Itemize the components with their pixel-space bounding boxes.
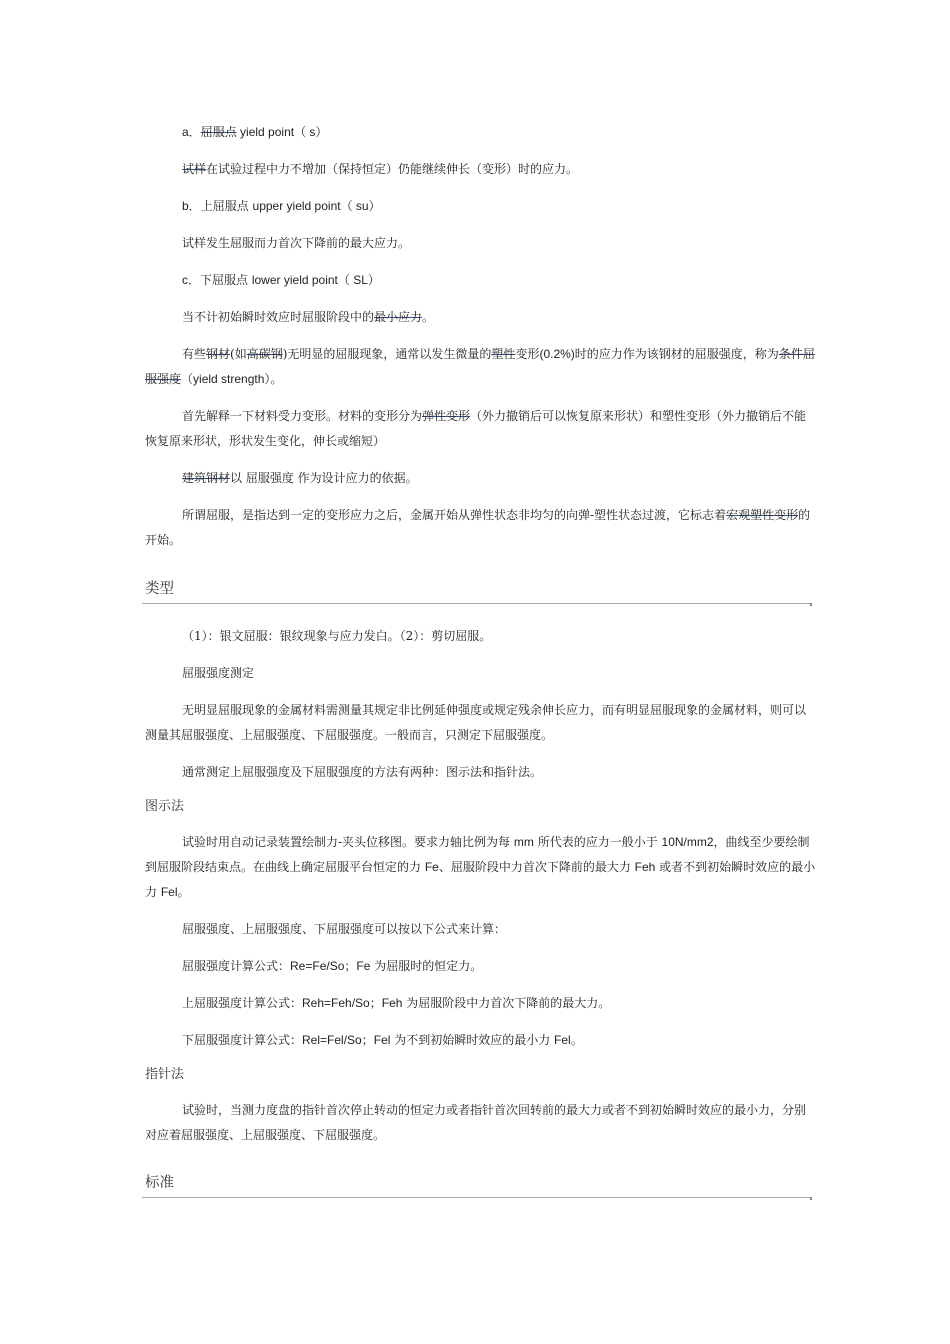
text-line xyxy=(145,859,815,875)
text-span: s） xyxy=(309,125,328,139)
text-span: 或者不到初始瞬时效应的最小 xyxy=(655,860,816,874)
text-span: 下屈服强度计算公式： xyxy=(182,1033,303,1047)
text-span: 屈服强度、上屈服强度、下屈服强度可以按以下公式来计算： xyxy=(182,922,507,936)
text-span: 力 xyxy=(145,885,161,899)
text-line xyxy=(145,532,181,548)
text-span: Fe xyxy=(424,860,439,874)
section-heading: 标准 xyxy=(145,1175,174,1191)
text-span: Re=Fe/So xyxy=(290,959,345,973)
text-span: 到屈服阶段结束点。在曲线上确定屈服平台恒定的力 xyxy=(145,860,425,874)
text-span: Fel xyxy=(373,1033,391,1047)
text-span: 有些 xyxy=(182,347,207,361)
text-span: 所谓屈服，是指达到一定的变形应力之后，金属开始从弹性状态非均匀的向弹-塑性状态过渡，它标志着 xyxy=(182,508,727,522)
text-span: 。 xyxy=(177,885,190,899)
text-span: （外力撤销后可以恢复原来形状）和塑性变形（外力撤销后不能 xyxy=(470,409,807,423)
text-span: 。 xyxy=(570,1033,583,1047)
link-text[interactable]: 钢材 xyxy=(206,347,231,361)
text-span: )无明显的屈服现象，通常以发生微量的 xyxy=(282,347,492,361)
link-text[interactable]: 弹性变形 xyxy=(422,409,471,423)
text-span: ）。 xyxy=(264,372,283,386)
text-line xyxy=(182,834,810,850)
text-line xyxy=(182,764,542,780)
text-line xyxy=(182,346,815,362)
text-span: （1）：银文屈服：银纹现象与应力发白。（2）：剪切屈服。 xyxy=(182,629,492,643)
text-span: 为不到初始瞬时效应的最小力 xyxy=(390,1033,555,1047)
text-line xyxy=(182,124,327,140)
text-span: 为屈服阶段中力首次下降前的最大力。 xyxy=(402,996,611,1010)
text-span: 开始。 xyxy=(145,533,182,547)
link-text[interactable]: 最小应力 xyxy=(374,310,423,324)
link-text[interactable]: 服强度 xyxy=(145,372,182,386)
text-span: 对应着屈服强度、上屈服强度、下屈服强度。 xyxy=(145,1128,386,1142)
text-line xyxy=(182,958,482,974)
text-span: yield strength xyxy=(193,372,265,386)
text-span: 屈服强度计算公式： xyxy=(182,959,291,973)
text-line xyxy=(182,921,506,937)
text-line xyxy=(145,433,385,449)
text-span: 试验时用自动记录装置绘制力-夹头位移图。要求力轴比例为每 xyxy=(182,835,514,849)
text-span: b． xyxy=(182,199,201,213)
text-span: ； xyxy=(369,996,382,1010)
text-span: 、屈服阶段中力首次下降前的最大力 xyxy=(438,860,635,874)
text-line xyxy=(145,1127,385,1143)
text-line xyxy=(182,309,434,325)
text-span: lower yield point（ xyxy=(251,273,354,287)
text-span: 的 xyxy=(798,508,811,522)
link-text[interactable]: 屈服点 xyxy=(200,125,237,139)
link-text[interactable]: 宏观塑性变形 xyxy=(726,508,799,522)
text-span: 时的应力作为该钢材的屈服强度，称为 xyxy=(574,347,779,361)
text-span: 首先解释一下材料受力变形。材料的变形分为 xyxy=(182,409,423,423)
text-span: mm xyxy=(513,835,534,849)
heading-rule xyxy=(142,603,811,604)
text-line xyxy=(182,507,810,523)
text-line xyxy=(145,371,282,387)
link-text[interactable]: 条件屈 xyxy=(778,347,815,361)
text-line xyxy=(182,272,380,288)
text-line xyxy=(182,995,610,1011)
text-span: Feh xyxy=(381,996,403,1010)
text-line xyxy=(182,1032,583,1048)
text-span: ； xyxy=(344,959,357,973)
link-text[interactable]: 试样 xyxy=(182,162,207,176)
text-line xyxy=(145,727,553,743)
text-span: 10N/mm2 xyxy=(661,835,714,849)
text-span: su） xyxy=(355,199,381,213)
section-heading: 类型 xyxy=(145,581,174,597)
section-heading: 指针法 xyxy=(145,1067,185,1082)
text-span: SL） xyxy=(353,273,380,287)
text-span: c． xyxy=(182,273,201,287)
text-line xyxy=(182,702,806,718)
text-span: 下屈服点 xyxy=(200,273,252,287)
text-span: ； xyxy=(361,1033,374,1047)
text-span: 当不计初始瞬时效应时屈服阶段中的 xyxy=(182,310,375,324)
text-span: upper yield point（ xyxy=(252,199,356,213)
text-line xyxy=(182,470,418,486)
link-text[interactable]: 建筑钢材 xyxy=(182,471,231,485)
text-span: Fel xyxy=(554,1033,571,1047)
text-span: 无明显屈服现象的金属材料需测量其规定非比例延伸强度或规定残余伸长应力，而有明显屈服现象的金属材料，则可以 xyxy=(182,703,807,717)
text-span: 变形 xyxy=(515,347,540,361)
text-span: 所代表的应力一般小于 xyxy=(533,835,662,849)
text-span: 为屈服时的恒定力。 xyxy=(370,959,483,973)
text-line xyxy=(145,884,190,900)
text-span: 恢复原来形状，形状发生变化，伸长或缩短） xyxy=(145,434,386,448)
text-span: （ xyxy=(181,372,194,386)
link-text[interactable]: 塑性 xyxy=(491,347,516,361)
text-span: 上屈服强度计算公式： xyxy=(182,996,303,1010)
text-span: Feh xyxy=(634,860,656,874)
text-span: 试样发生屈服而力首次下降前的最大应力。 xyxy=(182,236,411,250)
text-line xyxy=(182,161,578,177)
link-text[interactable]: 高碳钢 xyxy=(246,347,283,361)
text-span: Fe xyxy=(356,959,371,973)
text-span: 。 xyxy=(422,310,435,324)
text-span: 试验时，当测力度盘的指针首次停止转动的恒定力或者指针首次回转前的最大力或者不到初始瞬时效应的最小力，分别 xyxy=(182,1103,807,1117)
text-span: 通常测定上屈服强度及下屈服强度的方法有两种：图示法和指针法。 xyxy=(182,765,543,779)
text-line xyxy=(182,408,806,424)
text-line xyxy=(182,235,410,251)
text-line xyxy=(182,198,381,214)
section-heading: 图示法 xyxy=(145,799,185,814)
text-span: ，曲线至少要绘制 xyxy=(713,835,810,849)
text-line xyxy=(182,665,254,681)
text-span: 上屈服点 xyxy=(200,199,253,213)
text-span: Rel=Fel/So xyxy=(302,1033,362,1047)
text-span: (0.2%) xyxy=(539,347,575,361)
text-span: a． xyxy=(182,125,201,139)
text-span: Reh=Feh/So xyxy=(302,996,370,1010)
text-line xyxy=(182,628,491,644)
text-line xyxy=(182,1102,806,1118)
heading-rule xyxy=(142,1197,811,1198)
text-span: 屈服强度测定 xyxy=(182,666,255,680)
text-span: yield point（ xyxy=(236,125,310,139)
text-span: 在试验过程中力不增加（保持恒定）仍能继续伸长（变形）时的应力。 xyxy=(206,162,579,176)
text-span: 以 屈服强度 作为设计应力的依据。 xyxy=(230,471,418,485)
text-span: Fel xyxy=(160,885,178,899)
text-span: 测量其屈服强度、上屈服强度、下屈服强度。一般而言，只测定下屈服强度。 xyxy=(145,728,554,742)
text-span: (如 xyxy=(230,347,247,361)
